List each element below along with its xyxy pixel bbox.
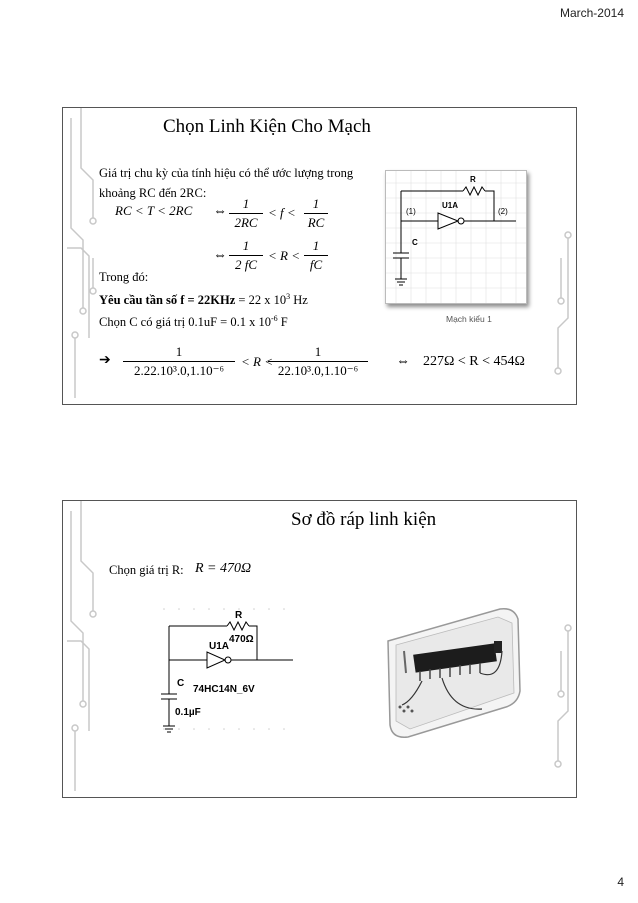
resistor-label: R: [235, 610, 243, 621]
slide-1: [62, 107, 577, 405]
numerator: 1: [175, 344, 183, 359]
numerator: 1: [314, 344, 322, 359]
equiv-symbol-1: ⇔: [213, 204, 227, 219]
numerator: 1: [312, 196, 320, 211]
frequency-requirement-bold: Yêu cầu tần số f = 22KHz: [99, 293, 236, 308]
resistor-label: R: [470, 175, 476, 184]
circuit-diagram-type-1: [385, 170, 527, 304]
f-inequality: < f <: [268, 205, 296, 220]
numerator: 1: [242, 238, 250, 253]
header-date: March-2014: [559, 6, 624, 20]
arrow-icon: ➔: [99, 353, 111, 368]
slide-1-title: Chọn Linh Kiện Cho Mạch: [163, 116, 371, 137]
frequency-unit: Hz: [290, 293, 308, 308]
r-inequality-calc: < R <: [241, 354, 273, 369]
circuit-caption: Mạch kiểu 1: [446, 314, 492, 324]
slide-2-title: Sơ đồ ráp linh kiện: [291, 509, 437, 530]
capacitor-exponent: -6: [270, 314, 278, 323]
inequality-period: RC < T < 2RC: [115, 203, 193, 218]
circuit-schematic-svg: [386, 171, 526, 303]
fraction-1-over-fc: [304, 238, 328, 273]
node-1-label: (1): [406, 207, 416, 216]
intro-line-2: khoảng RC đến 2RC:: [99, 186, 207, 200]
capacitor-label: C: [412, 238, 418, 247]
resistance-range-result: 227Ω < R < 454Ω: [423, 354, 525, 369]
capacitor-choice: [99, 314, 288, 330]
breadboard-assembly-illustration: [382, 601, 524, 741]
ic-part-name: 74HC14N_6V: [193, 684, 255, 695]
fraction-calc-low: [123, 344, 235, 379]
fraction-1-over-2fc: [229, 238, 263, 273]
node-2-label: (2): [498, 207, 508, 216]
capacitor-text: Chọn C có giá trị 0.1uF = 0.1 x 10: [99, 315, 271, 330]
numerator: 1: [312, 238, 320, 253]
equiv-symbol-3: ⇔: [396, 354, 410, 369]
denominator: fC: [304, 255, 328, 273]
capacitor-value: 0.1µF: [175, 707, 201, 718]
page-number: 4: [617, 875, 624, 889]
trong-do-label: Trong đó:: [99, 270, 149, 284]
intro-line-1: Giá trị chu kỳ của tính hiệu có thể ước lượng trong: [99, 166, 354, 180]
denominator: 2 fC: [229, 255, 263, 273]
inverter-label: U1A: [442, 201, 459, 210]
capacitor-unit: F: [277, 315, 288, 330]
numerator: 1: [242, 196, 250, 211]
slide-2: [62, 500, 577, 798]
frequency-value: = 22 x 10: [235, 293, 287, 308]
capacitor-label: C: [177, 678, 185, 689]
choose-r-value: R = 470Ω: [195, 561, 252, 576]
choose-r-label: Chọn giá trị R:: [109, 563, 184, 577]
frequency-exponent: 3: [286, 292, 291, 301]
denominator: RC: [304, 213, 328, 231]
resistor-value: 470Ω: [229, 634, 254, 645]
equiv-symbol-2: ⇔: [213, 248, 227, 263]
denominator: 2RC: [229, 213, 263, 231]
inverter-label: U1A: [209, 641, 230, 652]
fraction-calc-high: [268, 344, 368, 379]
fraction-1-over-rc: [304, 196, 328, 231]
frequency-requirement: [99, 292, 308, 308]
denominator: 2.22.10³.0,1.10⁻⁶: [123, 361, 235, 379]
denominator: 22.10³.0,1.10⁻⁶: [268, 361, 368, 379]
fraction-1-over-2rc: [229, 196, 263, 231]
r-inequality: < R <: [268, 248, 300, 263]
assembly-schematic: [159, 604, 299, 744]
